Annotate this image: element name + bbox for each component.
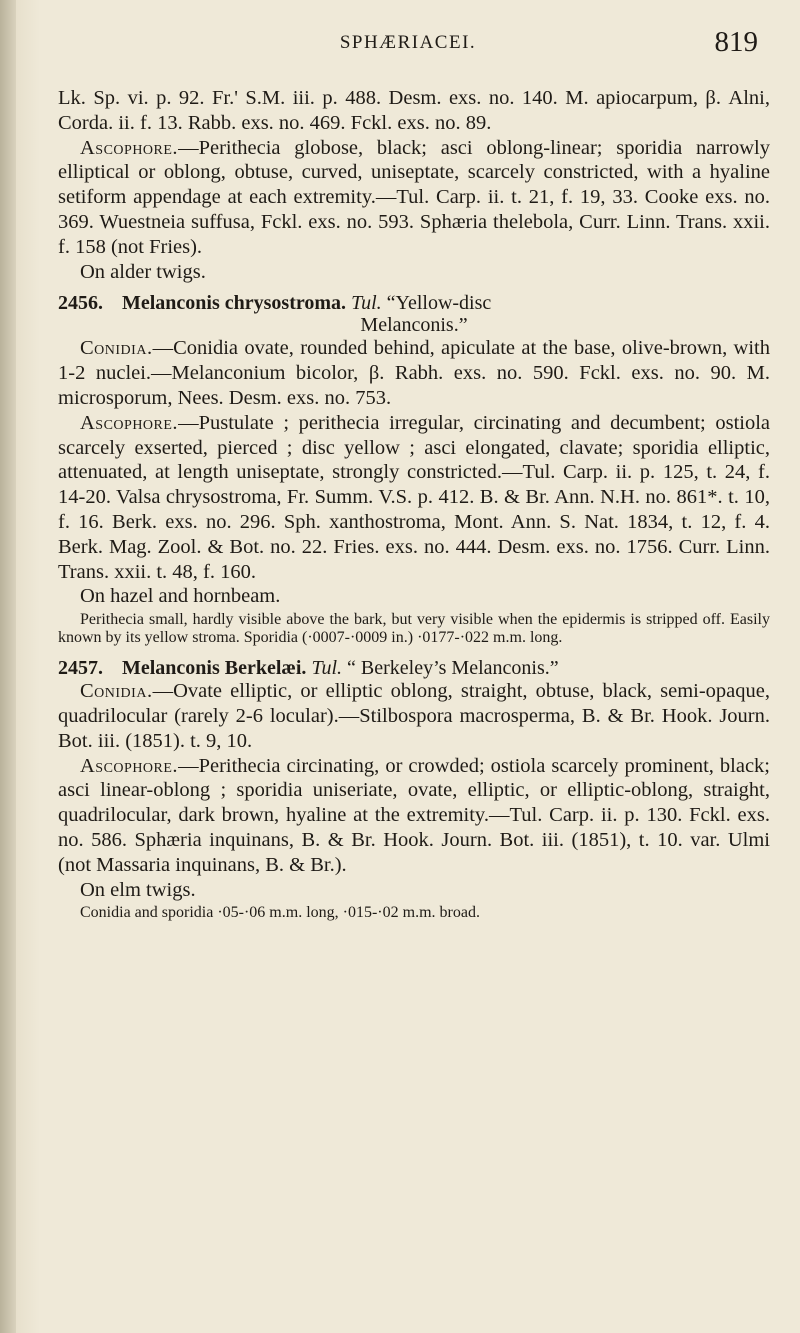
ascophore-lead: Ascophore. — [80, 411, 179, 434]
ascophore-paragraph — [58, 754, 770, 878]
species-common-name-cont: Melanconis.” — [360, 314, 468, 337]
ascophore-paragraph — [58, 411, 770, 585]
intro-habitat: On alder twigs. — [80, 260, 206, 283]
running-head: SPHÆRIACEI. — [339, 32, 477, 53]
species-common-name: “ Berkeley’s Melanconis.” — [347, 657, 559, 680]
species-authority: Tul. — [311, 657, 343, 680]
species-number: 2456. — [58, 292, 103, 315]
habitat-line: On hazel and hornbeam. — [80, 585, 281, 608]
intro-references: Lk. Sp. vi. p. 92. Fr.' S.M. iii. p. 488. Desm. exs. no. 140. M. apiocarpum, β. Alni, Corda. ii. f. 13. Rabb. exs. no. 469. Fckl. exs. no. 89. — [58, 87, 770, 134]
species-heading — [58, 292, 770, 336]
intro-ascophore — [58, 136, 770, 260]
conidia-paragraph — [58, 336, 770, 410]
conidia-paragraph — [58, 679, 770, 753]
page-body — [58, 86, 770, 922]
species-common-name: “Yellow-disc — [386, 292, 492, 315]
conidia-text: —Ovate elliptic, or elliptic oblong, straight, obtuse, black, semi-opaque, quadrilocular (rarely 2-6 locular).—Stilbospora macrosperma, B. & Br. Hook. Journ. Bot. iii. (1851). t. 9, 10. — [58, 680, 770, 752]
ascophore-lead: Ascophore. — [80, 754, 179, 777]
page-header — [58, 26, 758, 86]
book-spine-shadow — [0, 0, 16, 1333]
species-name: Melanconis chrysostroma. — [122, 292, 347, 315]
ascophore-text: —Perithecia circinating, or crowded; ostiola scarcely prominent, black; asci linear-oblong ; sporidia uniseriate, ovate, elliptic, or elliptic-oblong, straight, quadrilocular, dark brown, hyaline at the extremity.—Tul. Carp. ii. p. 130. Fckl. exs. no. 586. Sphæria inquinans, B. & Br. Hook. Journ. Bot. iii. (1851), t. 10. var. Ulmi (not Massaria inquinans, B. & Br.). — [58, 754, 770, 876]
species-note: Conidia and sporidia ·05-·06 m.m. long, ·015-·02 m.m. broad. — [80, 904, 480, 922]
conidia-text: —Conidia ovate, rounded behind, apiculate at the base, olive-brown, with 1-2 nuclei.—Melanconium bicolor, β. Rabh. exs. no. 590. Fckl. exs. no. 90. M. microsporum, Nees. Desm. exs. no. 753. — [58, 337, 770, 409]
habitat-line: On elm twigs. — [80, 878, 196, 901]
page-number: 819 — [714, 26, 758, 58]
species-heading — [58, 657, 770, 679]
conidia-lead: Conidia. — [80, 337, 153, 360]
conidia-lead: Conidia. — [80, 680, 153, 703]
ascophore-text: —Pustulate ; perithecia irregular, circinating and decumbent; ostiola scarcely exserted, pierced ; disc yellow ; asci elongated, clavate; sporidia elliptic, attenuated, at length uniseptate, strongly constricted.—Tul. Carp. ii. p. 125, t. 24, f. 14-20. Valsa chrysostroma, Fr. Summ. V.S. p. 412. B. & Br. Ann. N.H. no. 861*. t. 10, f. 16. Berk. exs. no. 296. Sph. xanthostroma, Mont. Ann. S. Nat. 1834, t. 12, f. 4. Berk. Mag. Zool. & Bot. no. 22. Fries. exs. no. 444. Desm. exs. no. 1756. Curr. Linn. Trans. xxii. t. 48, f. 160. — [58, 411, 770, 583]
ascophore-lead: Ascophore. — [80, 136, 179, 159]
species-number: 2457. — [58, 657, 103, 680]
species-name: Melanconis Berkelæi. — [122, 657, 307, 680]
ascophore-text: —Perithecia globose, black; asci oblong-linear; sporidia narrowly elliptical or oblong, obtuse, curved, uniseptate, scarcely constricted, with a hyaline setiform appendage at each extremity.—Tul. Carp. ii. t. 21, f. 19, 33. Cooke exs. no. 369. Wuestneia suffusa, Fckl. exs. no. 593. Sphæria thelebola, Curr. Linn. Trans. xxii. f. 158 (not Fries). — [58, 136, 770, 258]
species-note: Perithecia small, hardly visible above the bark, but very visible when the epidermis is stripped off. Easily known by its yellow stroma. Sporidia (·0007-·0009 in.) ·0177-·022 m.m. long. — [58, 611, 770, 647]
species-authority: Tul. — [351, 292, 382, 315]
